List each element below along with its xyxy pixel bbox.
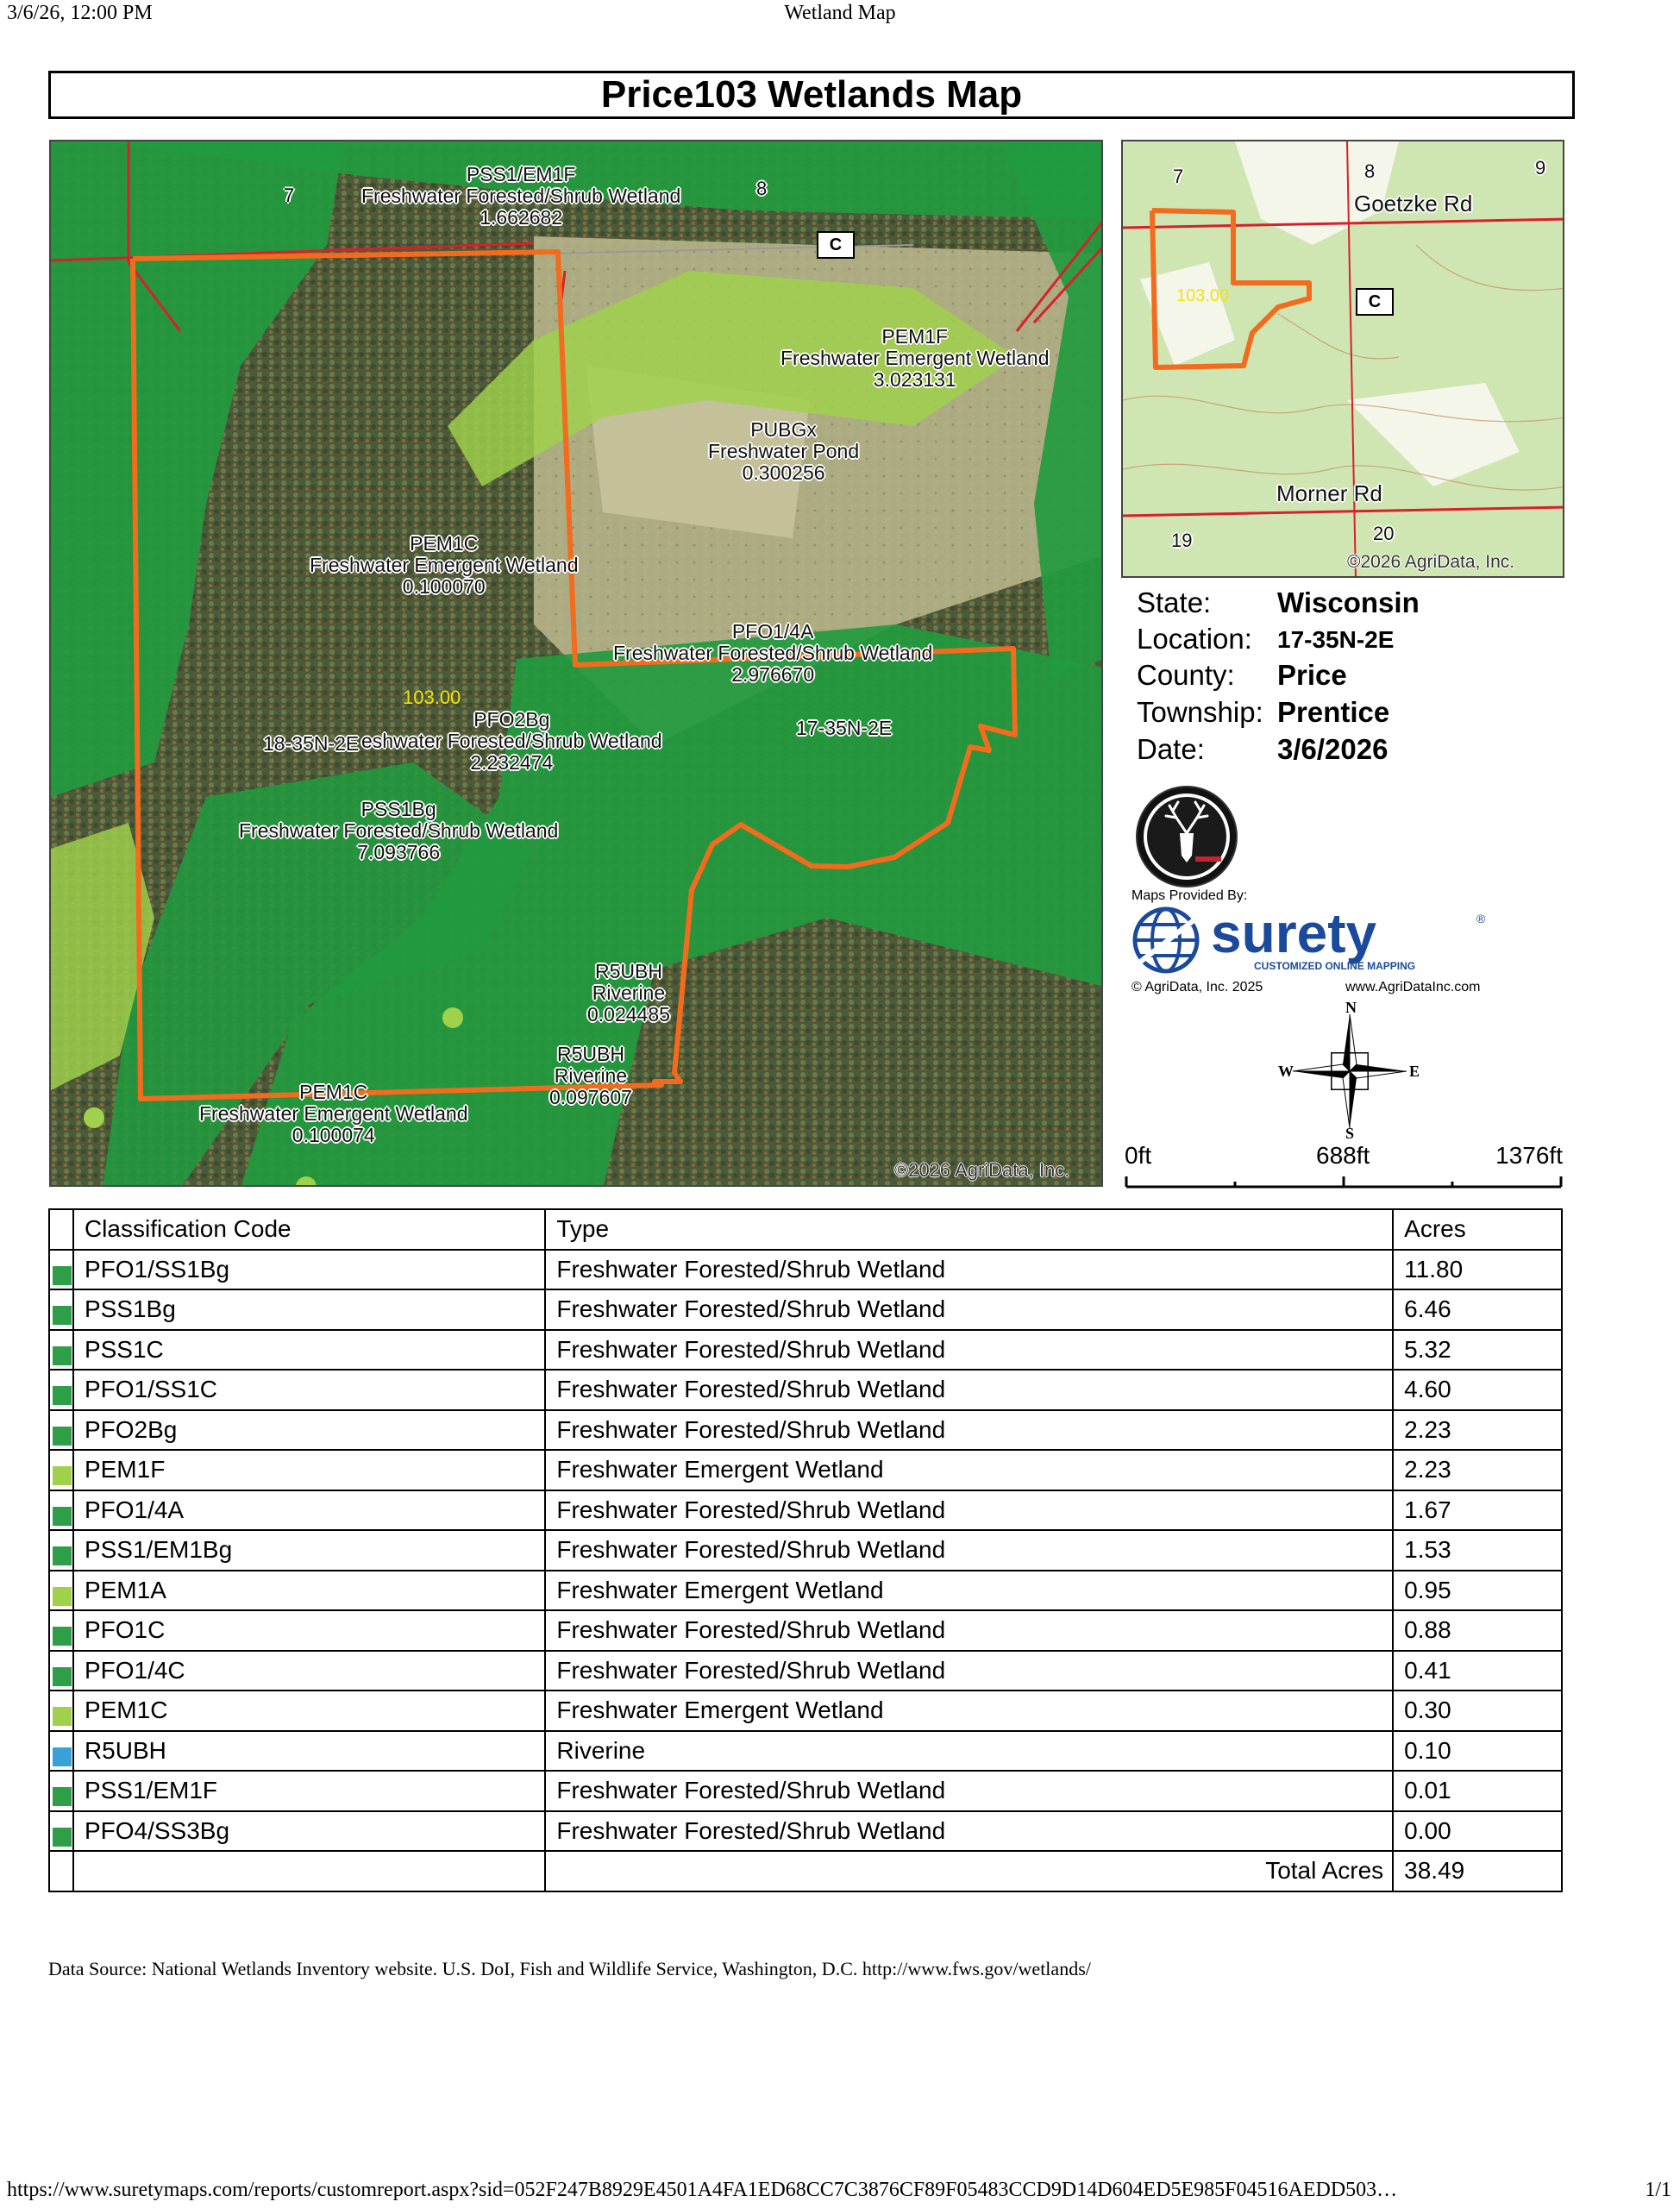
data-source-note: Data Source: National Wetlands Inventory website. U.S. DoI, Fish and Wildlife Service, Washington, D.C. http://www.fws.gov/wetlands/ [48, 1958, 1091, 1979]
row-type: Freshwater Forested/Shrub Wetland [545, 1771, 1393, 1811]
row-acres: 0.41 [1393, 1651, 1562, 1691]
svg-text:®: ® [1476, 912, 1486, 925]
row-acres: 2.23 [1393, 1450, 1562, 1490]
table-row [49, 1289, 1562, 1330]
map-copyright: ©2026 AgriData, Inc. [894, 1159, 1070, 1181]
row-type: Freshwater Forested/Shrub Wetland [545, 1289, 1393, 1330]
map-label-pfo1-4a[interactable]: PFO1/4A Freshwater Forested/Shrub Wetland 2.976670 [613, 620, 933, 686]
header-acres: Acres [1393, 1209, 1562, 1250]
row-classification-code: PFO1/SS1C [73, 1370, 545, 1410]
inset-map-graphic [1123, 141, 1564, 578]
row-acres: 0.00 [1393, 1811, 1562, 1852]
main-map-graphic [51, 141, 1103, 1187]
print-page-number: 1/1 [1645, 2179, 1671, 2201]
wetland-color-swatch [53, 1787, 72, 1806]
map-label-pubgx[interactable]: PUBGx Freshwater Pond 0.300256 [708, 418, 860, 484]
row-classification-code: PEM1C [73, 1690, 545, 1731]
row-classification-code: PFO1/4A [73, 1490, 545, 1531]
row-acres: 1.67 [1393, 1490, 1562, 1531]
row-acres: 0.88 [1393, 1610, 1562, 1651]
scale-bar-ruler [1125, 1175, 1563, 1189]
table-row [49, 1490, 1562, 1531]
row-type: Freshwater Forested/Shrub Wetland [545, 1250, 1393, 1290]
row-acres: 1.53 [1393, 1530, 1562, 1571]
compass-w: W [1278, 1063, 1294, 1080]
inset-location-map[interactable] [1121, 140, 1564, 578]
total-acres-label: Total Acres [545, 1851, 1393, 1891]
row-classification-code: PSS1C [73, 1330, 545, 1371]
row-classification-code: PSS1Bg [73, 1289, 545, 1330]
inset-section-8: 8 [1364, 160, 1376, 182]
row-type: Riverine [545, 1731, 1393, 1772]
county-road-c-marker: C [817, 231, 855, 259]
table-row [49, 1610, 1562, 1651]
report-title: Price103 Wetlands Map [48, 71, 1575, 119]
map-label-pss1bg[interactable]: PSS1Bg Freshwater Forested/Shrub Wetland 7.093766 [239, 798, 559, 863]
row-acres: 0.30 [1393, 1690, 1562, 1731]
wetland-color-swatch [53, 1546, 72, 1565]
info-county: Price [1277, 659, 1347, 691]
row-classification-code: PEM1A [73, 1571, 545, 1611]
wetland-color-swatch [53, 1306, 72, 1325]
map-label-pfo2bg[interactable]: PFO2Bg eshwater Forested/Shrub Wetland 2.232474 [361, 708, 662, 774]
table-row [49, 1571, 1562, 1611]
row-type: Freshwater Forested/Shrub Wetland [545, 1530, 1393, 1571]
wetland-color-swatch [53, 1466, 72, 1485]
row-classification-code: PFO1C [73, 1610, 545, 1651]
agridata-copyright: © AgriData, Inc. 2025 [1131, 980, 1263, 994]
map-label-r5ubh-south[interactable]: R5UBH Riverine 0.097607 [549, 1043, 632, 1108]
row-acres: 0.95 [1393, 1571, 1562, 1611]
print-url: https://www.suretymaps.com/reports/customreport.aspx?sid=052F247B8929E4501A4FA1ED68CC7C3876CF89F05483CCD9D14D604ED5E985F04516AEDD503… [7, 2179, 1398, 2201]
maps-provided-by: Maps Provided By: [1131, 888, 1248, 903]
inset-section-20: 20 [1373, 523, 1395, 544]
table-row [49, 1530, 1562, 1571]
wetland-color-swatch [53, 1667, 72, 1686]
info-location: 17-35N-2E [1277, 626, 1395, 653]
map-label-pem1f[interactable]: PEM1F Freshwater Emergent Wetland 3.023131 [780, 325, 1050, 391]
table-row [49, 1771, 1562, 1811]
agridata-url[interactable]: www.AgriDataInc.com [1345, 980, 1481, 994]
wetland-color-swatch [53, 1707, 72, 1726]
row-type: Freshwater Emergent Wetland [545, 1571, 1393, 1611]
info-township: Prentice [1277, 696, 1390, 728]
table-row [49, 1410, 1562, 1451]
table-row [49, 1250, 1562, 1290]
header-classification-code: Classification Code [73, 1209, 545, 1250]
inset-road-morner: Morner Rd [1276, 480, 1382, 506]
compass-e: E [1409, 1063, 1420, 1080]
row-classification-code: PFO1/SS1Bg [73, 1250, 545, 1290]
header-type: Type [545, 1209, 1393, 1250]
compass-n: N [1345, 1000, 1357, 1016]
section-number-8: 8 [756, 178, 768, 199]
inset-road-goetzke: Goetzke Rd [1354, 191, 1473, 216]
inset-section-9: 9 [1535, 157, 1546, 179]
row-type: Freshwater Forested/Shrub Wetland [545, 1610, 1393, 1651]
table-row [49, 1370, 1562, 1410]
row-classification-code: R5UBH [73, 1731, 545, 1772]
row-acres: 5.32 [1393, 1330, 1562, 1371]
print-datetime: 3/6/26, 12:00 PM [7, 2, 153, 24]
wetland-color-swatch [53, 1266, 72, 1285]
inset-copyright: ©2026 AgriData, Inc. [1347, 552, 1515, 572]
surety-logo [1131, 906, 1494, 975]
compass-s: S [1345, 1125, 1355, 1138]
scale-mid: 688ft [1316, 1142, 1370, 1169]
row-classification-code: PFO4/SS3Bg [73, 1811, 545, 1852]
inset-parcel-acres: 103.00 [1176, 286, 1230, 305]
surety-tagline: CUSTOMIZED ONLINE MAPPING [1254, 960, 1416, 972]
table-row [49, 1731, 1562, 1772]
row-acres: 11.80 [1393, 1250, 1562, 1290]
info-state: Wisconsin [1277, 586, 1420, 618]
wetland-color-swatch [53, 1828, 72, 1847]
map-label-pem1c-north[interactable]: PEM1C Freshwater Emergent Wetland 0.100070 [310, 532, 579, 598]
map-label-r5ubh-north[interactable]: R5UBH Riverine 0.024485 [587, 960, 670, 1026]
wetland-color-swatch [53, 1587, 72, 1606]
inset-section-19: 19 [1171, 530, 1193, 551]
inset-county-road-c-marker: C [1356, 288, 1394, 316]
scale-bar [1125, 1142, 1563, 1194]
wetland-color-swatch [53, 1627, 72, 1646]
table-row [49, 1811, 1562, 1852]
row-acres: 0.01 [1393, 1771, 1562, 1811]
print-page-title: Wetland Map [784, 2, 896, 24]
table-total-row [49, 1851, 1562, 1891]
map-label-pss1-em1f[interactable]: PSS1/EM1F Freshwater Forested/Shrub Wetland 1.662682 [361, 163, 681, 229]
section-label-17-35n-2e: 17-35N-2E [796, 717, 893, 739]
row-acres: 4.60 [1393, 1370, 1562, 1410]
table-header-row [49, 1209, 1562, 1250]
wetland-color-swatch [53, 1507, 72, 1526]
info-date: 3/6/2026 [1277, 733, 1389, 765]
row-acres: 2.23 [1393, 1410, 1562, 1451]
scale-start: 0ft [1125, 1142, 1152, 1169]
north-arrow-compass-icon [1276, 1000, 1423, 1138]
wetland-color-swatch [53, 1346, 72, 1365]
table-row [49, 1651, 1562, 1691]
table-row [49, 1330, 1562, 1371]
row-acres: 0.10 [1393, 1731, 1562, 1772]
wetland-color-swatch [53, 1427, 72, 1446]
table-row [49, 1690, 1562, 1731]
row-type: Freshwater Forested/Shrub Wetland [545, 1651, 1393, 1691]
row-classification-code: PEM1F [73, 1450, 545, 1490]
row-classification-code: PSS1/EM1Bg [73, 1530, 545, 1571]
row-type: Freshwater Forested/Shrub Wetland [545, 1370, 1393, 1410]
total-acres-value: 38.49 [1393, 1851, 1562, 1891]
row-classification-code: PFO1/4C [73, 1651, 545, 1691]
scale-end: 1376ft [1495, 1142, 1563, 1169]
row-acres: 6.46 [1393, 1289, 1562, 1330]
wetland-color-swatch [53, 1386, 72, 1405]
midwest-deer-logo [1135, 785, 1238, 888]
row-classification-code: PSS1/EM1F [73, 1771, 545, 1811]
row-type: Freshwater Forested/Shrub Wetland [545, 1811, 1393, 1852]
wetland-color-swatch [53, 1747, 72, 1766]
row-type: Freshwater Emergent Wetland [545, 1690, 1393, 1731]
inset-section-7: 7 [1173, 166, 1184, 187]
row-type: Freshwater Emergent Wetland [545, 1450, 1393, 1490]
row-type: Freshwater Forested/Shrub Wetland [545, 1410, 1393, 1451]
wetland-main-map[interactable] [49, 140, 1103, 1187]
wetland-classification-table [48, 1208, 1563, 1892]
surety-wordmark: surety [1211, 906, 1377, 964]
row-type: Freshwater Forested/Shrub Wetland [545, 1490, 1393, 1531]
section-number-7: 7 [284, 185, 295, 206]
row-type: Freshwater Forested/Shrub Wetland [545, 1330, 1393, 1371]
parcel-acres-label: 103.00 [403, 687, 461, 708]
row-classification-code: PFO2Bg [73, 1410, 545, 1451]
map-label-pem1c-south[interactable]: PEM1C Freshwater Emergent Wetland 0.100074 [199, 1081, 468, 1146]
section-label-18-35n-2e: 18-35N-2E [263, 732, 360, 755]
table-row [49, 1450, 1562, 1490]
